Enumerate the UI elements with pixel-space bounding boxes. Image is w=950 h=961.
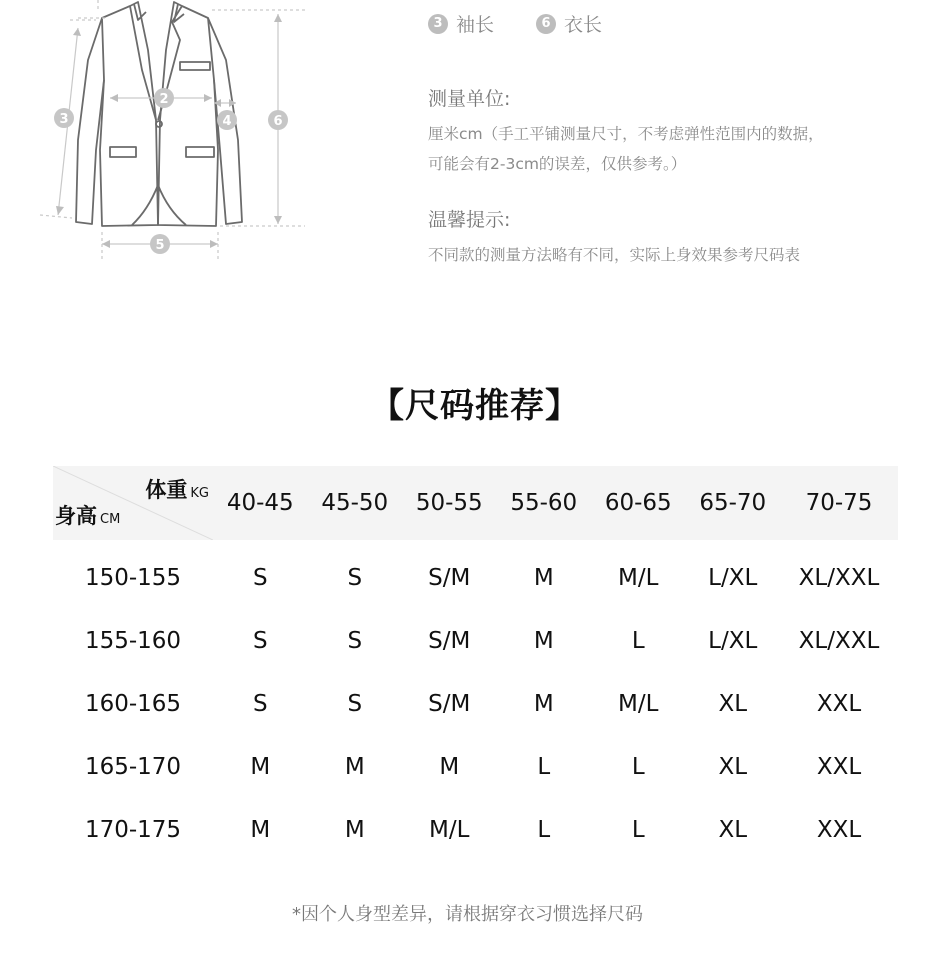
size-cell: S	[252, 564, 268, 591]
table-row	[53, 672, 898, 735]
height-axis-label: 身高 CM	[55, 504, 121, 528]
legend-label: 衣长	[564, 14, 603, 36]
size-cell: M/L	[618, 690, 659, 717]
legend-item-length	[536, 10, 602, 37]
size-cell: M/L	[618, 564, 659, 591]
size-cell: L/XL	[708, 564, 758, 591]
size-cell: XXL	[816, 690, 862, 717]
weight-header-cell: 40-45	[226, 490, 294, 516]
table-header	[53, 466, 898, 540]
size-cell: XXL	[816, 816, 862, 843]
size-cell: M	[344, 816, 365, 843]
size-cell: S	[252, 690, 268, 717]
legend-label: 袖长	[456, 14, 495, 36]
size-cell: XL	[718, 690, 748, 717]
weight-header-cell: 65-70	[699, 490, 767, 516]
size-cell: S/M	[428, 690, 471, 717]
legend-item-sleeve	[428, 10, 494, 37]
size-cell: S/M	[428, 564, 471, 591]
jacket-measurement-diagram	[30, 0, 320, 270]
size-cell: XL/XXL	[798, 564, 880, 591]
weight-header-cell: 70-75	[805, 490, 873, 516]
size-cell: M/L	[429, 816, 470, 843]
table-row	[53, 735, 898, 798]
marker-2: 2	[159, 92, 169, 107]
weight-header-cell: 60-65	[604, 490, 672, 516]
height-row-label: 160-165	[84, 690, 182, 717]
weight-header-cell: 55-60	[510, 490, 578, 516]
size-cell: L	[631, 627, 645, 654]
height-row-label: 165-170	[84, 753, 182, 780]
size-recommend-table	[53, 466, 898, 861]
marker-3: 3	[59, 112, 69, 127]
marker-4: 4	[222, 114, 232, 129]
height-row-label: 170-175	[84, 816, 182, 843]
jacket-outline-icon	[30, 0, 320, 270]
measurement-legend	[428, 10, 602, 37]
size-cell: XXL	[816, 753, 862, 780]
table-corner-cell	[53, 466, 213, 540]
table-body	[53, 540, 898, 861]
tips-title: 温馨提示:	[428, 209, 511, 231]
number-badge-icon: 6	[536, 14, 556, 34]
size-cell: L/XL	[708, 627, 758, 654]
marker-6: 6	[273, 114, 283, 129]
tips-text: 不同款的测量方法略有不同，实际上身效果参考尺码表	[428, 246, 801, 264]
height-row-label: 150-155	[84, 564, 182, 591]
size-cell: S/M	[428, 627, 471, 654]
size-cell: M	[533, 690, 554, 717]
table-row	[53, 609, 898, 672]
marker-5: 5	[155, 238, 165, 253]
size-cell: XL/XXL	[798, 627, 880, 654]
size-cell: XL	[718, 753, 748, 780]
size-cell: L	[631, 816, 645, 843]
number-badge-icon: 3	[428, 14, 448, 34]
weight-axis-label: 体重 KG	[145, 478, 209, 502]
size-cell: L	[631, 753, 645, 780]
size-cell: M	[533, 627, 554, 654]
height-row-label: 155-160	[84, 627, 182, 654]
measure-unit-title: 测量单位:	[428, 88, 511, 110]
size-cell: L	[537, 816, 551, 843]
size-footnote: *因个人身型差异，请根据穿衣习惯选择尺码	[292, 904, 643, 925]
size-cell: S	[347, 564, 363, 591]
size-cell: M	[439, 753, 460, 780]
table-row	[53, 798, 898, 861]
measure-unit-line-1: 厘米cm（手工平铺测量尺寸，不考虑弹性范围内的数据，	[428, 125, 824, 143]
measure-unit-line-2: 可能会有2-3cm的误差，仅供参考。）	[428, 155, 687, 173]
measure-unit-block	[428, 84, 928, 179]
size-cell: S	[252, 627, 268, 654]
weight-header-cell: 50-55	[415, 490, 483, 516]
table-row	[53, 546, 898, 609]
size-recommend-title: 【尺码推荐】	[370, 386, 580, 426]
tips-block	[428, 205, 928, 270]
size-cell: M	[344, 753, 365, 780]
size-cell: S	[347, 690, 363, 717]
size-cell: S	[347, 627, 363, 654]
weight-header-cell: 45-50	[321, 490, 389, 516]
size-cell: M	[250, 816, 271, 843]
size-cell: XL	[718, 816, 748, 843]
size-cell: M	[533, 564, 554, 591]
size-cell: L	[537, 753, 551, 780]
size-cell: M	[250, 753, 271, 780]
